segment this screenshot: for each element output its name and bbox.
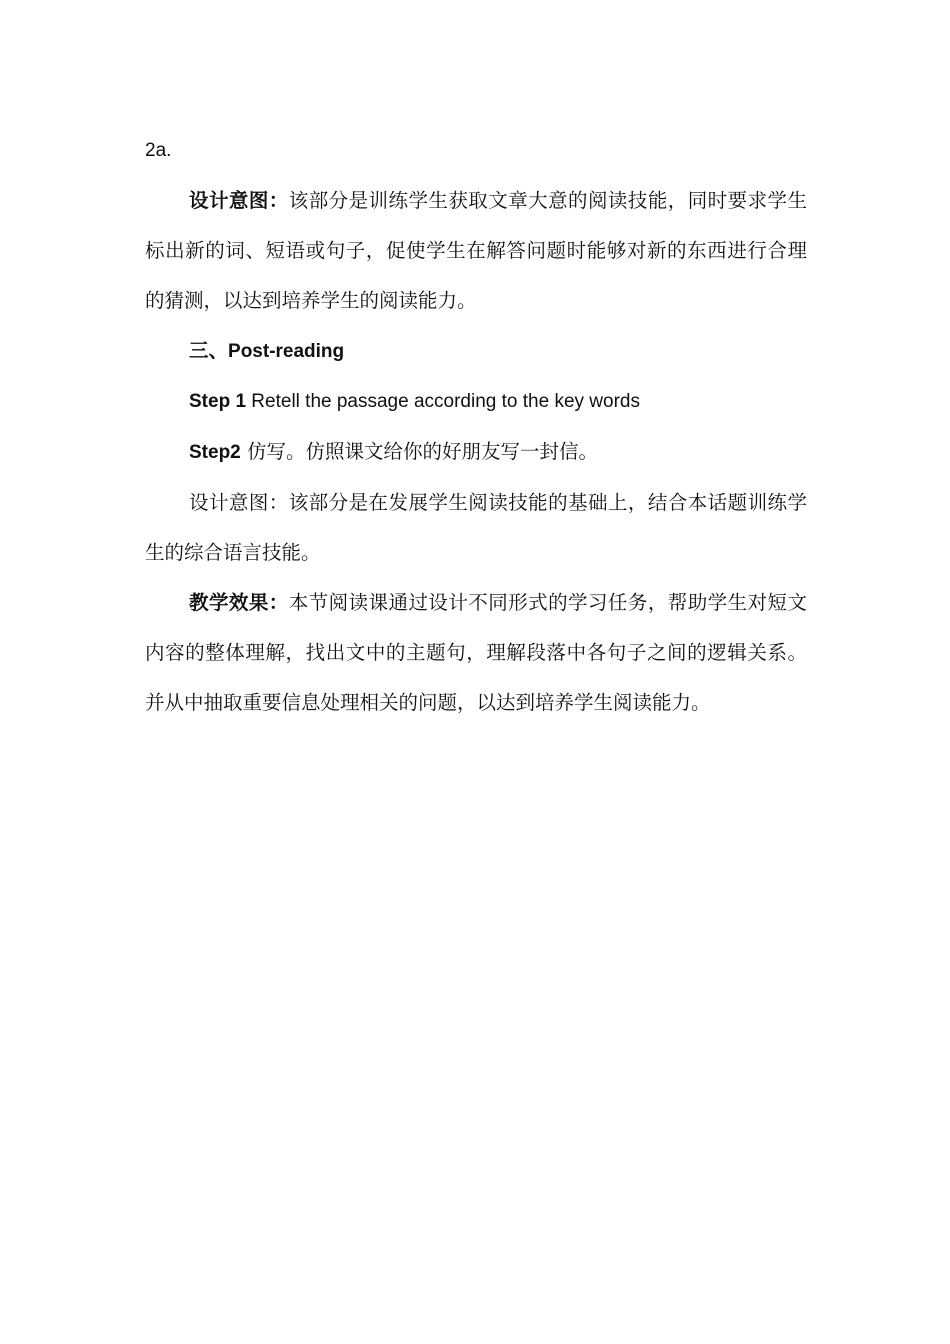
paragraph-teaching-effect: [145, 578, 807, 728]
paragraph-step-2: [145, 427, 807, 478]
section-label-2a: 2a.: [145, 140, 172, 161]
step-1-text: Retell the passage according to the key words: [246, 391, 640, 412]
step-2-text: 仿写。仿照课文给你的好朋友写一封信。: [240, 440, 598, 463]
design-intent-label: 设计意图：: [189, 189, 289, 212]
design-intent-text: 该部分是训练学生获取文章大意的阅读技能，同时要求学生标出新的词、短语或句子，促使学生在解答问题时能够对新的东西进行合理的猜测，以达到培养学生的阅读能力。: [145, 189, 807, 312]
paragraph-design-intent-2: [145, 478, 807, 578]
teaching-effect-text: 本节阅读课通过设计不同形式的学习任务，帮助学生对短文内容的整体理解，找出文中的主题句，理解段落中各句子之间的逻辑关系。并从中抽取重要信息处理相关的问题，以达到培养学生阅读能力。: [145, 591, 807, 714]
step-1-label: Step 1: [189, 391, 247, 412]
paragraph-step-1: [145, 377, 807, 427]
section-number: 三、: [189, 339, 229, 362]
document-body: [145, 126, 807, 728]
paragraph-post-reading-heading: [145, 326, 807, 377]
design-intent-2-text: 设计意图：该部分是在发展学生阅读技能的基础上，结合本话题训练学生的综合语言技能。: [145, 491, 807, 564]
step-2-label: Step2: [189, 442, 241, 463]
section-title-post-reading: Post-reading: [228, 341, 345, 362]
paragraph-design-intent-1: [145, 176, 807, 326]
paragraph-2a: [145, 126, 807, 176]
teaching-effect-label: 教学效果：: [189, 591, 289, 614]
